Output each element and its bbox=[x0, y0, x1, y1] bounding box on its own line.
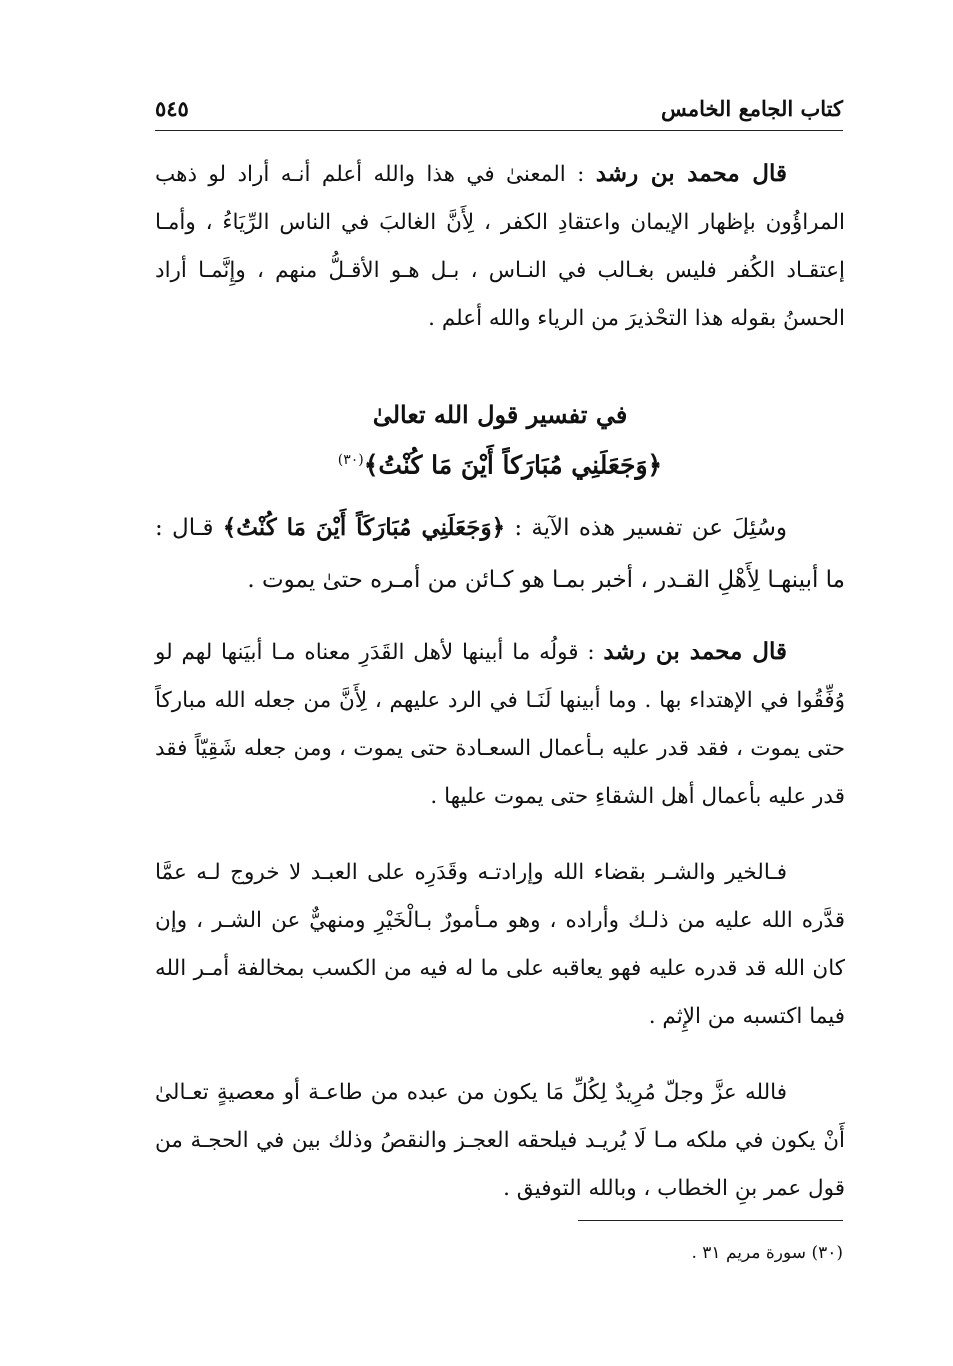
paragraph-commentary-1 bbox=[155, 150, 845, 343]
paragraph-divine-will: فالله عزَّ وجلّ مُرِيدٌ لِكُلِّ مَا يكون من عبده من طاعـة أو معصيةٍ تعـالىٰ أَنْ يكون في ملكه مـا لَا يُريـد فيلحقه العجـز والنقصُ وذلك بين في الحجـة من قول عمر بنِ الخطاب ، وبالله التوفيق . bbox=[155, 1080, 845, 1202]
section-heading-verse bbox=[155, 437, 845, 488]
footnote: (٣٠) سورة مريم ٣١ . bbox=[691, 1243, 843, 1263]
paragraph-text: : قولُه ما أبينها لأهل القَدَرِ معناه مـا أبيَنها لهم لو وُفِّقُوا في الإهتداء بها . وما أبينها لَنَـا في الرد عليهم ، لِأَنَّ من جعله الله مباركاً حتى يموت ، فقد قدر عليه بـأعمال السعـادة حتى يموت ، ومن جعله شَقِيّاً فقد قدر عليه بأعمال أهل الشقاءِ حتى يموت عليها . bbox=[155, 640, 845, 810]
spacer bbox=[155, 488, 845, 502]
spacer bbox=[155, 343, 845, 393]
paragraph-good-and-evil: فـالخير والشـر بقضاء الله وإرادتـه وقَدَرِه على العبـد لا خروج لـه عمَّا قدَّره الله عليه من ذلـك وأراده ، وهو مـأمورٌ بـالْخَيْرِ ومنهيٌّ عن الشـر ، وإن كان الله قد قدره عليه فهو يعاقبه على ما له فيه من الكسب بمخالفة أمـر الله فيما اكتسبه من الإِثم . bbox=[155, 860, 846, 1030]
footnote-divider bbox=[578, 1220, 843, 1221]
quoted-verse: ﴿وَجَعَلَنِي مُبَارَكَاً أَيْنَ مَا كُنْتُ﴾ bbox=[222, 514, 506, 542]
paragraph-text: قـال : ما أبينهـا لِأَهْلِ القـدر ، أخبر بمـا هو كـائن من أمـره حتىٰ يموت . bbox=[155, 515, 845, 594]
spacer bbox=[155, 606, 845, 628]
paragraph-text: : المعنىٰ في هذا والله أعلم أنـه أراد لو ذهب المراؤُون بإظهار الإيمان واعتقادِ الكفر ، لِأَنَّ الغالبَ في الناس الرِّيَاءُ ، وأمـا إعتقـاد الكُفر فليس بغـالب في النـاس ، بـل هـو الأقـلُّ منهم ، وإِنَّمـا أراد الحسنُ بقوله هذا التحْذيرَ من الرياء والله أعلم . bbox=[155, 162, 845, 331]
heading-verse-text: ﴿وَجَعَلَنِي مُبَارَكاً أَيْنَ مَا كُنْتُ﴾ bbox=[363, 450, 663, 480]
page-body bbox=[155, 150, 845, 1213]
spacer bbox=[155, 1041, 845, 1069]
speaker-name: قال محمد بن رشد bbox=[603, 638, 787, 666]
speaker-name: قال محمد بن رشد bbox=[595, 160, 787, 187]
page-number: ٥٤٥ bbox=[155, 96, 189, 121]
section-heading: في تفسير قول الله تعالىٰ bbox=[372, 400, 628, 429]
page-header bbox=[155, 90, 843, 131]
paragraph-question bbox=[155, 502, 845, 606]
question-lead: وسُئِلَ عن تفسير هذه الآية : bbox=[505, 515, 787, 542]
paragraph-commentary-2 bbox=[155, 628, 845, 821]
footnote-reference: (٣٠) bbox=[337, 452, 364, 468]
running-title: كتاب الجامع الخامس bbox=[661, 96, 843, 121]
spacer bbox=[155, 821, 845, 849]
